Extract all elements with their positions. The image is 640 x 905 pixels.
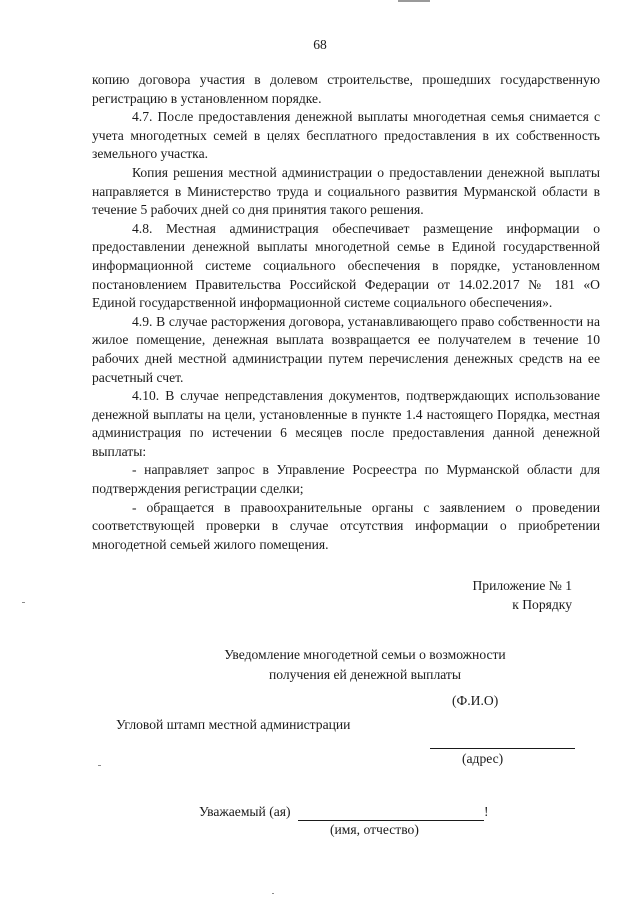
appendix-line-2: к Порядку bbox=[512, 597, 572, 612]
stamp-label: Угловой штамп местной администрации bbox=[116, 717, 351, 732]
appendix-label bbox=[472, 576, 572, 614]
notice-title bbox=[170, 645, 560, 685]
paragraph-4-10: 4.10. В случае непредставления документов, подтверждающих использование денежной выплаты на цели, установленные в пункте 1.4 настоящего Порядка, местная администрация по истечении 6 месяцев после предоставления данной денежной выплаты: bbox=[92, 388, 600, 459]
greeting-line bbox=[199, 804, 489, 821]
appendix-line-1: Приложение № 1 bbox=[472, 578, 572, 593]
name-blank bbox=[298, 804, 484, 821]
scan-speck bbox=[272, 893, 274, 894]
paragraph-4-9: 4.9. В случае расторжения договора, устанавливающего право собственности на жилое помещение, денежная выплата возвращается ее получателем в течение 10 рабочих дней местной администрации путем перечисления денежных средств на ее расчетный счет. bbox=[92, 313, 600, 385]
document-body bbox=[92, 71, 600, 554]
address-line bbox=[430, 734, 575, 749]
scan-speck bbox=[98, 765, 101, 766]
page-number: 68 bbox=[313, 37, 327, 52]
scan-mark bbox=[398, 0, 430, 2]
paragraph-4-8: 4.8. Местная администрация обеспечивает размещение информации о предоставлении денежной выплаты многодетной семье в Единой государственной информационной системе социального обеспечения в порядке, установленном постановлением Правительства Российской Федерации от 14.02.2017 № 181 «О Единой государственной информационной системе социального обеспечения». bbox=[92, 220, 600, 311]
notice-title-line-2: получения ей денежной выплаты bbox=[268, 667, 461, 682]
paragraph-decision-copy: Копия решения местной администрации о предоставлении денежной выплаты направляется в Министерство труда и социального развития Мурманской области в течение 5 рабочих дней со дня принятия такого решения. bbox=[92, 164, 600, 218]
bullet-law-enforcement: - обращается в правоохранительные органы с заявлением о проведении соответствующей проверки в случае отсутствия информации о приобретении многодетной семьей жилого помещения. bbox=[92, 499, 600, 552]
address-label: (адрес) bbox=[462, 751, 504, 766]
paragraph-4-7: 4.7. После предоставления денежной выплаты многодетная семья снимается с учета многодетных семей в целях бесплатного предоставления в их собственность земельного участка. bbox=[92, 109, 600, 162]
notice-title-line-1: Уведомление многодетной семьи о возможности bbox=[224, 647, 506, 662]
paragraph-continuation: копию договора участия в долевом строительстве, прошедших государственную регистрацию в установленном порядке. bbox=[92, 72, 600, 106]
bullet-rosreestr-request: - направляет запрос в Управление Росреестра по Мурманской области для подтверждения регистрации сделки; bbox=[92, 462, 600, 497]
scan-speck bbox=[22, 602, 25, 603]
greeting-exclamation: ! bbox=[483, 804, 489, 819]
greeting-text: Уважаемый (ая) bbox=[199, 804, 291, 819]
name-caption: (имя, отчество) bbox=[330, 822, 419, 837]
fio-label: (Ф.И.О) bbox=[452, 693, 499, 708]
